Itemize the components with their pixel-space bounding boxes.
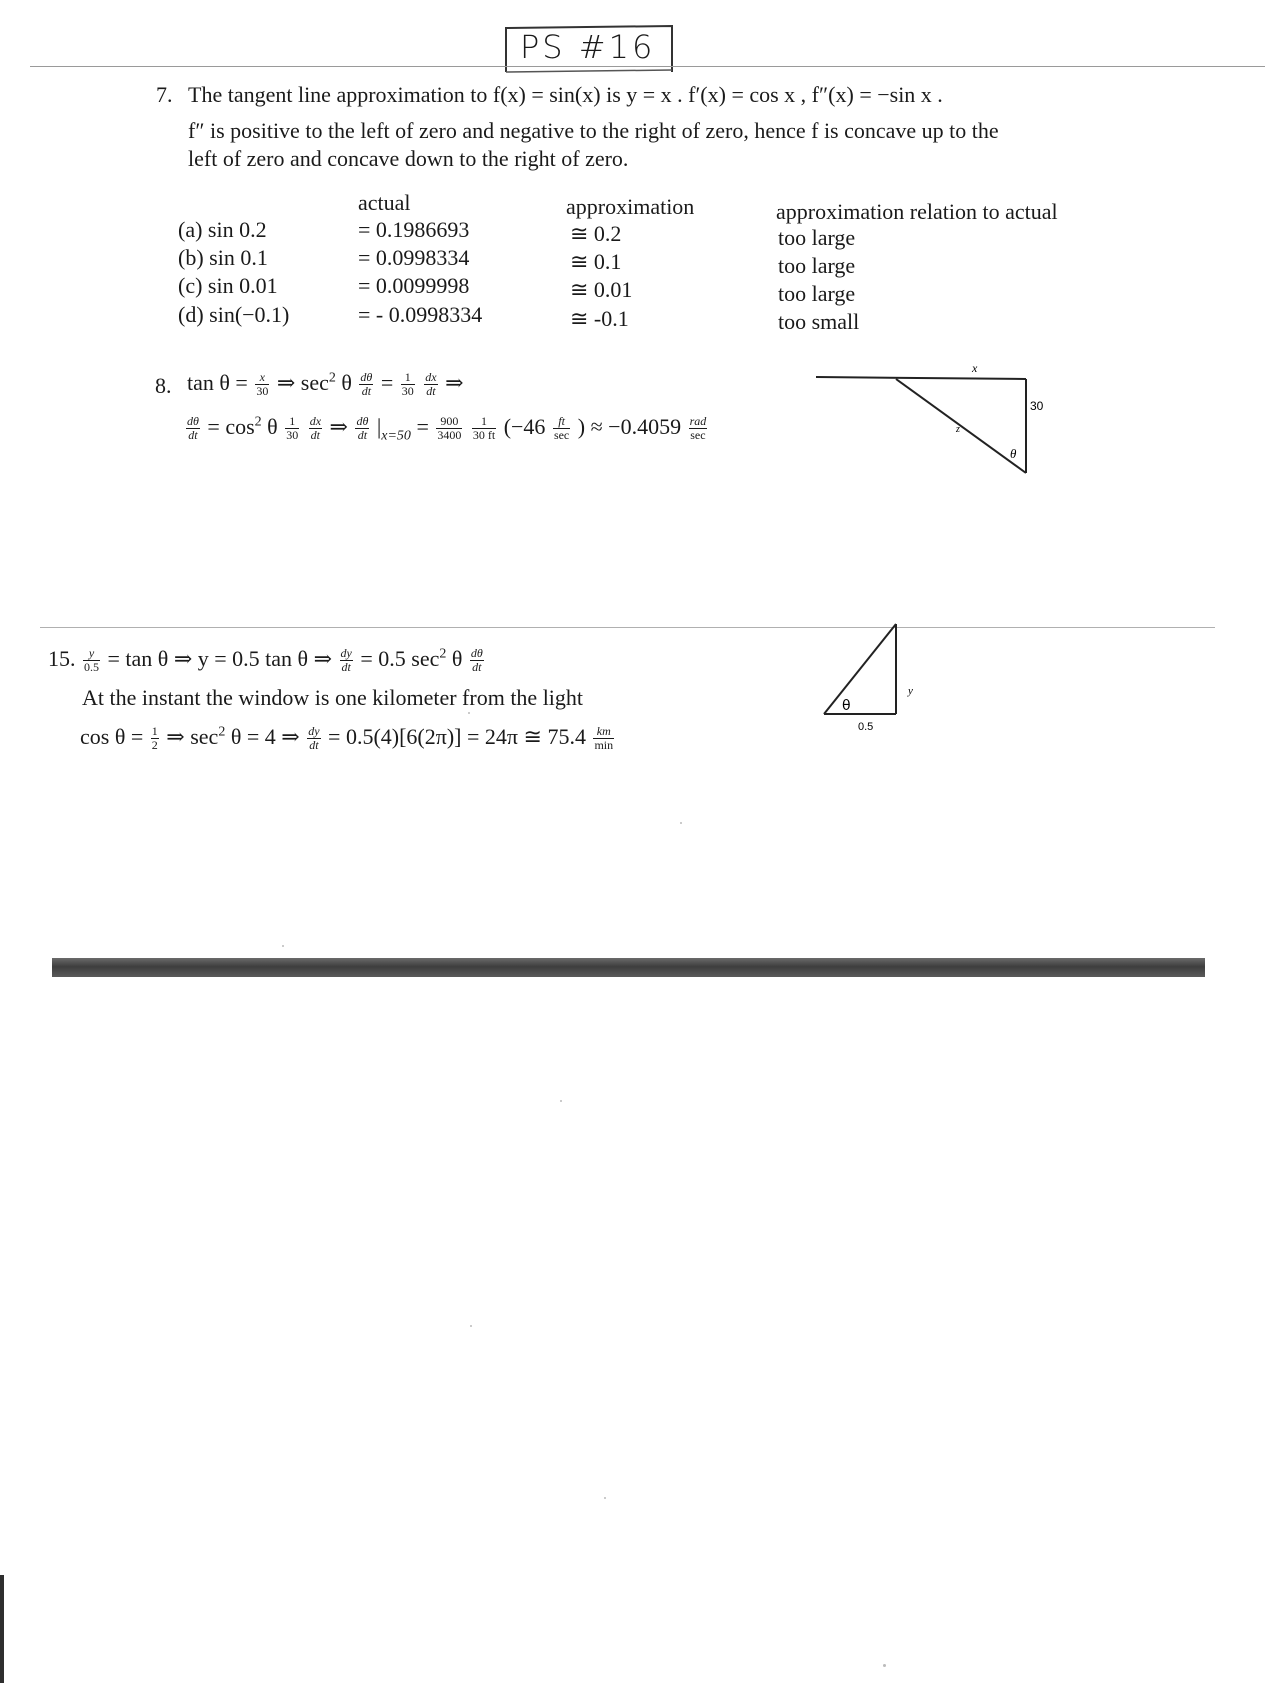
label-x: x <box>972 361 978 375</box>
left-edge-shadow <box>0 1575 4 1683</box>
cell-label: (d) sin(−0.1) <box>178 302 290 327</box>
fraction: $\frac{km}{\min}$ <box>594 724 614 753</box>
scanner-bar <box>52 958 1205 977</box>
problem-8-number: 8. <box>155 373 172 398</box>
exponent: 2 <box>328 370 336 386</box>
header-actual: actual <box>358 190 411 215</box>
scan-speck <box>470 1325 472 1327</box>
eq-text: = 0.5 sec <box>360 646 440 671</box>
fraction: $\frac{\text{rad}}{\sec}$ <box>689 414 707 443</box>
problem-7-line-2: f″ is positive to the left of zero and negative to the right of zero, hence f is concave up to the <box>188 118 999 143</box>
problem-8-diagram <box>812 360 1042 480</box>
problem-8-equation-2 <box>184 414 709 444</box>
cell-relation: too large <box>778 281 856 306</box>
problem-15-number: 15. <box>48 646 76 671</box>
eq-text: (−46 <box>503 414 546 439</box>
middle-rule <box>40 627 1215 628</box>
cell-label: (c) sin 0.01 <box>178 273 278 298</box>
cell-actual: = 0.0099998 <box>358 273 470 298</box>
eq-text: θ = 4 ⇒ <box>230 724 300 749</box>
cell-relation: too large <box>778 253 856 278</box>
scan-speck <box>282 945 284 947</box>
eval-subscript: x=50 <box>381 428 411 444</box>
eq-text: ) ≈ −0.4059 <box>577 414 682 439</box>
hypotenuse <box>896 379 1026 473</box>
cell-approx: ≅ 0.1 <box>570 249 622 274</box>
eq-text: θ <box>451 646 463 671</box>
label-30: 30 <box>1030 399 1044 413</box>
label-05: 0.5 <box>858 721 874 733</box>
top-rule <box>30 66 1265 67</box>
fraction: $\frac{dx}{dt}$ <box>309 414 322 443</box>
exponent: 2 <box>218 724 226 740</box>
label-y: y <box>908 685 913 697</box>
eq-text: = <box>380 370 394 395</box>
scan-speck <box>680 822 682 824</box>
problem-7-number: 7. <box>156 82 173 107</box>
label-theta: θ <box>1010 446 1017 461</box>
scan-speck <box>604 1497 606 1499</box>
fraction: $\frac{dy}{dt}$ <box>340 646 352 675</box>
eq-text: tan θ = <box>187 370 248 395</box>
cell-actual: = 0.0998334 <box>358 245 470 270</box>
cell-actual: = 0.1986693 <box>358 217 470 242</box>
eq-text: = tan θ ⇒ y = 0.5 tan θ ⇒ <box>107 646 333 671</box>
eq-text: θ <box>341 370 352 395</box>
cell-approx: ≅ -0.1 <box>570 306 629 331</box>
header-approximation: approximation <box>566 194 695 219</box>
fraction: $\frac{1}{30}$ <box>286 414 299 443</box>
fraction: $\frac{dx}{dt}$ <box>425 370 437 399</box>
fraction: $\frac{900}{3400}$ <box>437 414 462 443</box>
header-relation: approximation relation to actual <box>776 199 1058 224</box>
problem-15-diagram <box>812 618 922 738</box>
eq-text: ⇒ sec <box>276 370 329 395</box>
fraction: $\frac{d\theta}{dt}$ <box>470 646 483 675</box>
cell-approx: ≅ 0.2 <box>570 221 622 246</box>
scan-speck <box>560 1100 562 1102</box>
fraction: $\frac{y}{0.5}$ <box>84 646 99 675</box>
hypotenuse <box>824 624 896 714</box>
fraction: $\frac{1}{30}$ <box>401 370 414 399</box>
exponent: 2 <box>254 414 262 430</box>
cell-approx: ≅ 0.01 <box>570 277 633 302</box>
eq-text: cos θ = <box>80 724 144 749</box>
top-edge <box>816 377 1026 379</box>
cell-actual: = - 0.0998334 <box>358 302 483 327</box>
eq-text: ⇒ sec <box>166 724 219 749</box>
eq-text: = cos <box>207 414 255 439</box>
cell-label: (b) sin 0.1 <box>178 245 268 270</box>
problem-7-line-3: left of zero and concave down to the right of zero. <box>188 146 629 171</box>
eq-text: | <box>376 414 382 439</box>
cell-label: (a) sin 0.2 <box>178 217 267 242</box>
label-theta: θ <box>842 698 851 714</box>
cell-relation: too large <box>778 225 856 250</box>
problem-15-equation-1 <box>48 646 486 674</box>
fraction: $\frac{d\theta}{dt}$ <box>356 414 369 443</box>
fraction: $\frac{d\theta}{dt}$ <box>360 370 373 399</box>
eq-text: = <box>416 414 429 439</box>
scan-speck <box>468 712 470 714</box>
fraction: $\frac{d\theta}{dt}$ <box>187 414 199 443</box>
header-label: PS #16 <box>520 28 656 66</box>
eq-text: θ <box>267 414 278 439</box>
problem-7-line-1: The tangent line approximation to f(x) = sin(x) is y = x . f′(x) = cos x , f″(x) = −sin x . <box>188 82 943 107</box>
problem-15-equation-3 <box>80 724 616 752</box>
label-z: z <box>956 424 960 435</box>
fraction: $\frac{1}{30 ft}$ <box>472 414 496 443</box>
cell-relation: too small <box>778 309 860 334</box>
scan-speck <box>883 1664 886 1667</box>
problem-15-line-2: At the instant the window is one kilometer from the light <box>82 685 584 710</box>
exponent: 2 <box>439 646 447 662</box>
fraction: $\frac{dy}{dt}$ <box>308 724 320 753</box>
fraction: $\frac{1}{2}$ <box>151 724 158 753</box>
eq-text: ⇒ <box>445 370 464 395</box>
eq-text: ⇒ <box>329 414 348 439</box>
eq-text: = 0.5(4)[6(2π)] = 24π ≅ 75.4 <box>328 724 586 749</box>
fraction: $\frac{ft}{\sec}$ <box>553 414 570 443</box>
fraction: $\frac{x}{30}$ <box>256 370 269 399</box>
problem-8-equation-1 <box>187 370 464 398</box>
